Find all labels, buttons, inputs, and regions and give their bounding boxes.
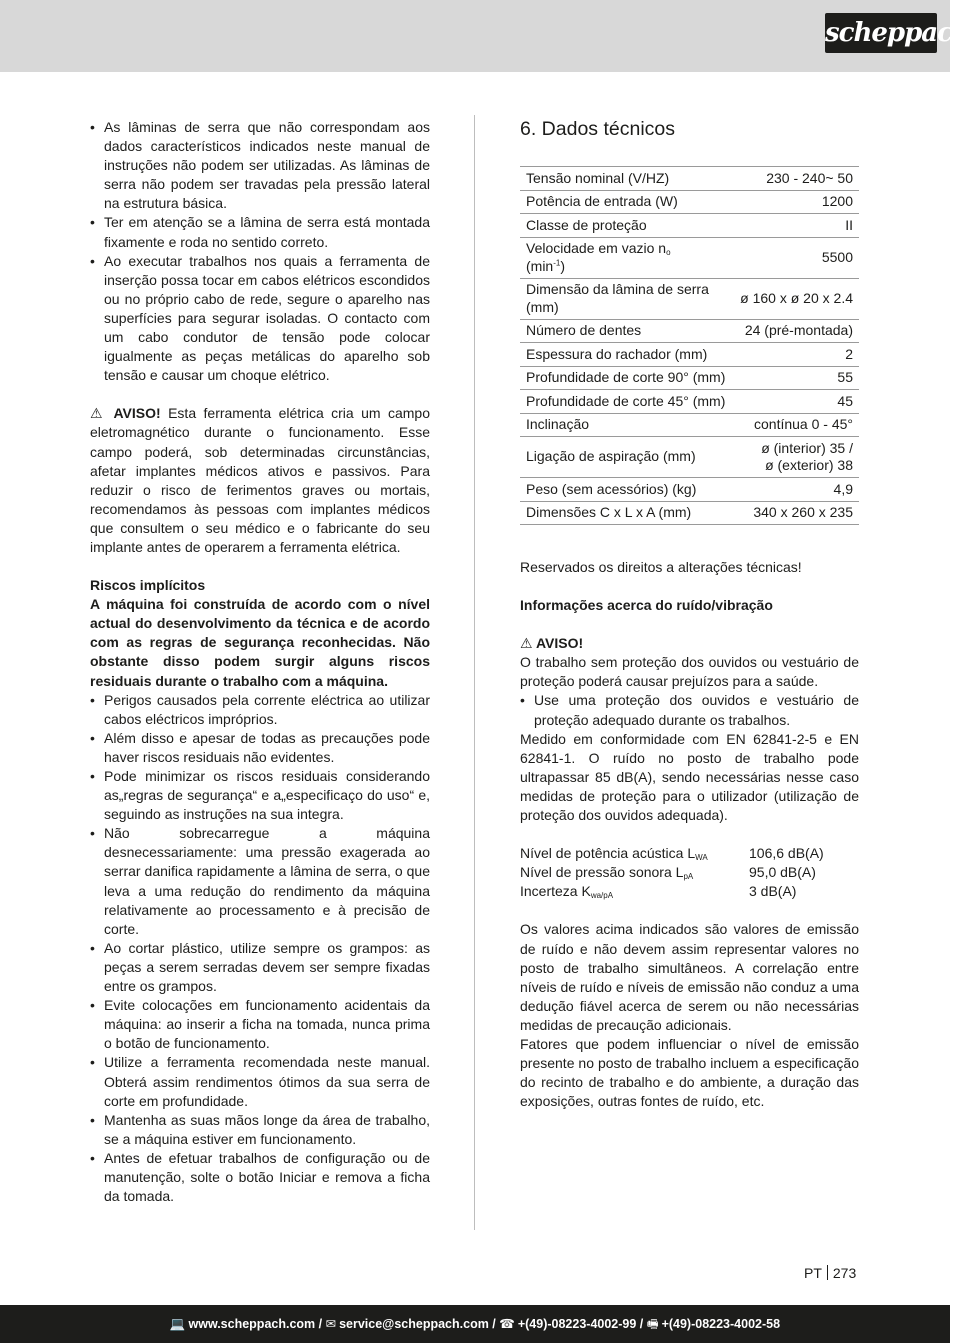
spec-value: II xyxy=(734,214,859,238)
spec-label: Número de dentes xyxy=(520,319,734,343)
header-band xyxy=(0,0,950,72)
table-row xyxy=(520,437,859,478)
spec-label: Classe de proteção xyxy=(520,214,734,238)
spec-value: 4,9 xyxy=(734,478,859,502)
spec-label: Dimensão da lâmina de serra (mm) xyxy=(520,278,734,319)
risks-title: Riscos implícitos xyxy=(90,577,206,594)
page-number: PT 273 xyxy=(804,1265,857,1281)
spec-label: Inclinação xyxy=(520,413,734,437)
specs-table xyxy=(520,166,859,525)
list-item: • Utilize a ferramenta recomendada neste manual. Obterá assim rendimentos ótimos da sua serra de corte em profundidade. xyxy=(90,1053,430,1110)
spec-label: Espessura do rachador (mm) xyxy=(520,343,734,367)
phone-number: +(49)-08223-4002-99 xyxy=(517,1317,637,1331)
list-item: • Ter em atenção se a lâmina de serra está montada fixamente e roda no sentido correto. xyxy=(90,213,430,251)
table-row xyxy=(520,478,859,502)
table-row xyxy=(520,190,859,214)
list-item: • As lâminas de serra que não correspondam aos dados característicos indicados neste manual de instruções não podem ser utilizadas. As lâminas de serra não podem ser travadas pela pressão lateral na estrutura básica. xyxy=(90,118,430,213)
footer-bar: 💻 www.scheppach.com / ✉ service@scheppach.com / ☎ +(49)-08223-4002-99 / 🖷 +(49)-08223-4002-58 xyxy=(0,1305,950,1343)
noise-label: Nível de pressão sonora $L_{pA}$ xyxy=(520,864,694,882)
fax-icon: 🖷 xyxy=(646,1317,659,1331)
noise-bullets xyxy=(520,691,859,729)
spec-label: Profundidade de corte 90° (mm) xyxy=(520,366,734,390)
spec-value: 340 x 260 x 235 xyxy=(734,501,859,525)
emission-text: Os valores acima indicados são valores de emissão de ruído e não devem assim representar valores no posto de trabalho simultâneos. A correlação entre níveis de ruído e níveis de emissão não conduz a uma dedução fiável acerca de serem ou não necessárias medidas de precaução adicionais. xyxy=(520,921,859,1033)
website-link[interactable]: www.scheppach.com xyxy=(188,1317,316,1331)
left-column xyxy=(90,118,430,1206)
noise-label: Nível de potência acústica $L_{WA}$ xyxy=(520,845,708,863)
spec-value: contínua 0 - 45° xyxy=(734,413,859,437)
spec-label: Dimensões C x L x A (mm) xyxy=(520,501,734,525)
risks-bullets xyxy=(90,691,430,1207)
factors-text: Fatores que podem influenciar o nível de emissão presente no posto de trabalho incluem a especificação do recinto de trabalho e do ambiente, a duração das exposições, outras fontes de ruído, etc. xyxy=(520,1035,859,1110)
noise-value: 95,0 dB(A) xyxy=(749,864,816,881)
spec-value: ø (interior) 35 / ø (exterior) 38 xyxy=(734,437,859,478)
table-row xyxy=(520,501,859,525)
list-item: • Perigos causados pela corrente eléctrica ao utilizar cabos eléctricos impróprios. xyxy=(90,691,430,729)
noise-value: 3 dB(A) xyxy=(749,883,797,900)
spec-value: 55 xyxy=(734,366,859,390)
noise-label: Incerteza $K_{wa/pA}$ xyxy=(520,883,614,901)
table-row xyxy=(520,278,859,319)
noise-title: Informações acerca do ruído/vibração xyxy=(520,597,773,614)
fax-number: +(49)-08223-4002-58 xyxy=(661,1317,781,1331)
noise-warning-text: O trabalho sem proteção dos ouvidos ou vestuário de proteção poderá causar prejuízos para a saúde. xyxy=(520,654,859,690)
computer-icon: 💻 xyxy=(169,1317,186,1331)
phone-icon: ☎ xyxy=(499,1317,515,1331)
warning-icon: ⚠ xyxy=(90,405,107,422)
list-item: • Não sobrecarregue a máquina desnecessariamente: uma pressão exagerada ao serrar danifica rapidamente a lâmina de serra, o que leva a uma redução do rendimento da máquina relativamente ao processamento e à precisão de corte. xyxy=(90,824,430,939)
spec-value: 45 xyxy=(734,390,859,414)
brand-logo: scheppach xyxy=(825,13,937,53)
warning-label: AVISO! xyxy=(113,405,161,422)
spec-value: 5500 xyxy=(734,237,859,278)
measured-text: Medido em conformidade com EN 62841-2-5 e EN 62841-1. O ruído no posto de trabalho pode ultrapassar 85 dB(A), sendo necessárias nesse caso medidas de proteção para o utilizador (utilização de proteção dos ouvidos adequada). xyxy=(520,730,859,824)
spec-value: 24 (pré-montada) xyxy=(734,319,859,343)
spec-label: Profundidade de corte 45° (mm) xyxy=(520,390,734,414)
safety-bullets xyxy=(90,118,430,385)
reserved-rights: Reservados os direitos a alterações técnicas! xyxy=(520,559,802,575)
table-row xyxy=(520,844,859,863)
spec-label: Ligação de aspiração (mm) xyxy=(520,437,734,478)
mail-icon: ✉ xyxy=(325,1317,337,1331)
noise-value: 106,6 dB(A) xyxy=(749,845,824,862)
table-row xyxy=(520,343,859,367)
section-title: 6. Dados técnicos xyxy=(520,118,676,140)
table-row xyxy=(520,882,859,901)
table-row xyxy=(520,319,859,343)
table-row xyxy=(520,366,859,390)
table-row xyxy=(520,214,859,238)
risks-intro: A máquina foi construída de acordo com o nível actual do desenvolvimento da técnica e de acordo com as regras de segurança reconhecidas. Não obstante disso podem surgir alguns riscos residuais durante o trabalho com a máquina. xyxy=(90,596,430,689)
table-row xyxy=(520,237,859,278)
table-row xyxy=(520,390,859,414)
list-item: • Ao cortar plástico, utilize sempre os grampos: as peças a serem serradas devem ser sempre fixadas entre os grampos. xyxy=(90,939,430,996)
right-column xyxy=(520,118,859,1111)
list-item: • Além disso e apesar de todas as precauções pode haver riscos residuais não evidentes. xyxy=(90,729,430,767)
spec-value: 230 - 240~ 50 xyxy=(734,167,859,191)
spec-value: 1200 xyxy=(734,190,859,214)
spec-value: ø 160 x ø 20 x 2.4 xyxy=(734,278,859,319)
spec-label: Tensão nominal (V/HZ) xyxy=(520,167,734,191)
list-item: • Mantenha as suas mãos longe da área de trabalho, se a máquina estiver em funcionamento. xyxy=(90,1111,430,1149)
warning-icon: ⚠ xyxy=(520,635,533,652)
table-row xyxy=(520,413,859,437)
spec-label: Velocidade em vazio $n_o$ $(\min^{-1})$ xyxy=(520,237,734,278)
list-item: • Pode minimizar os riscos residuais considerando as„regras de segurança“ e a„especificaço do uso“ e, seguindo as instruções na sua integra. xyxy=(90,767,430,824)
spec-value: 2 xyxy=(734,343,859,367)
table-row xyxy=(520,863,859,882)
noise-warning-heading: ⚠ AVISO! xyxy=(520,635,584,652)
warning-paragraph xyxy=(90,404,430,557)
noise-values-table xyxy=(520,844,859,901)
spec-label: Potência de entrada (W) xyxy=(520,190,734,214)
list-item: • Ao executar trabalhos nos quais a ferramenta de inserção possa tocar em cabos elétricos escondidos ou no próprio cabo de rede, segure o aparelho nas superfícies para segurar isoladas. O contacto com um cabo condutor de tensão pode colocar igualmente as peças metálicas do aparelho sob tensão e causar um choque elétrico. xyxy=(90,252,430,386)
email-link[interactable]: service@scheppach.com xyxy=(339,1317,489,1331)
table-row xyxy=(520,167,859,191)
list-item: • Antes de efetuar trabalhos de configuração ou de manutenção, solte o botão Iniciar e remova a ficha da tomada. xyxy=(90,1149,430,1206)
spec-label: Peso (sem acessórios) (kg) xyxy=(520,478,734,502)
column-divider xyxy=(474,115,475,1230)
list-item: • Evite colocações em funcionamento acidentais da máquina: ao inserir a ficha na tomada, nunca prima o botão de funcionamento. xyxy=(90,996,430,1053)
list-item: • Use uma proteção dos ouvidos e vestuário de proteção adequado durante os trabalhos. xyxy=(520,691,859,729)
warning-text: Esta ferramenta elétrica cria um campo eletromagnético durante o funcionamento. Esse campo poderá, sob determinadas circunstâncias, afetar implantes médicos ativos e passivos. Para reduzir o risco de ferimentos graves ou mortais, recomendamos às pessoas com implantes médicos que consultem o seu médico e o fabricante do seu implante antes de operarem a ferramenta elétrica. xyxy=(90,405,430,555)
